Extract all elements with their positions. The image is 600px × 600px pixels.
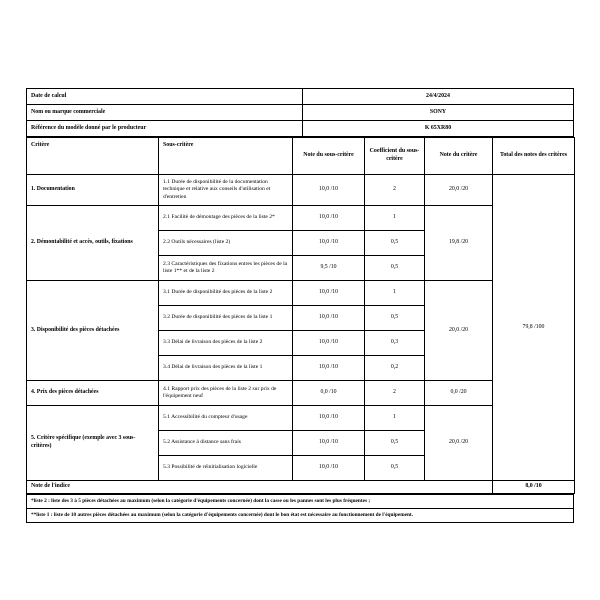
index-note-label: Note de l'indice (27, 481, 493, 494)
subcriterion-5-2-label: 5.2 Assistance à distance sans frais (159, 431, 293, 456)
criterion-3-note: 20,0 /20 (425, 281, 493, 381)
table-row (27, 281, 575, 306)
table-row (27, 494, 574, 508)
identification-table (26, 88, 574, 137)
total-notes-value: 79,8 /100 (493, 175, 575, 481)
subcriterion-3-4-label: 3.4 Délai de livraison des pièces de la liste 1 (159, 356, 293, 381)
id-value-brand: SONY (303, 105, 574, 121)
subcriterion-3-2-coefficient: 0,5 (365, 306, 425, 331)
table-row (27, 206, 575, 231)
table-row (27, 121, 574, 137)
footnote-liste-2: *liste 2 : liste des 3 à 5 pièces détachées au maximum (selon la catégorie d'équipements concernée) dont la casse ou les pannes sont les plus fréquentes ; (27, 494, 574, 508)
table-row (27, 381, 575, 406)
subcriterion-5-2-coefficient: 0,5 (365, 431, 425, 456)
header-subcriterion-note: Note du sous-critère (293, 138, 365, 175)
subcriterion-4-1-note: 0,0 /10 (293, 381, 365, 406)
criterion-1-note: 20,0 /20 (425, 175, 493, 206)
table-row (27, 89, 574, 105)
table-row (27, 508, 574, 522)
header-criterion: Critère (27, 138, 159, 175)
subcriterion-2-2-note: 10,0 /10 (293, 231, 365, 256)
criterion-5-note: 20,0 /20 (425, 406, 493, 481)
subcriterion-3-3-note: 10,0 /10 (293, 331, 365, 356)
subcriterion-2-1-coefficient: 1 (365, 206, 425, 231)
subcriterion-2-2-label: 2.2 Outils nécessaires (liste 2) (159, 231, 293, 256)
table-header-row (27, 138, 575, 175)
subcriterion-3-4-coefficient: 0,2 (365, 356, 425, 381)
scoring-table (26, 137, 575, 494)
subcriterion-1-1-label: 1.1 Durée de disponibilité de la documentation technique et relative aux conseils d'utilisation et d'entretien (159, 175, 293, 206)
criterion-4-name: 4. Prix des pièces détachées (27, 381, 159, 406)
id-value-model: K 65XR80 (303, 121, 574, 137)
header-subcriterion-coefficient: Coefficient du sous- critère (365, 138, 425, 175)
subcriterion-3-1-coefficient: 1 (365, 281, 425, 306)
subcriterion-3-3-coefficient: 0,3 (365, 331, 425, 356)
repairability-index-document (26, 88, 574, 523)
subcriterion-5-1-note: 10,0 /10 (293, 406, 365, 431)
subcriterion-2-1-note: 10,0 /10 (293, 206, 365, 231)
subcriterion-3-4-note: 10,0 /10 (293, 356, 365, 381)
subcriterion-2-3-label: 2.3 Caractéristiques des fixations entres les pièces de la liste 1** et de la liste 2 (159, 256, 293, 281)
subcriterion-2-2-coefficient: 0,5 (365, 231, 425, 256)
criterion-5-name: 5. Critère spécifique (exemple avec 3 sous-critères) (27, 406, 159, 481)
subcriterion-2-1-label: 2.1 Facilité de démontage des pièces de la liste 2* (159, 206, 293, 231)
subcriterion-3-2-label: 3.2 Durée de disponibilité des pièces de la liste 1 (159, 306, 293, 331)
header-criterion-note: Note du critère (425, 138, 493, 175)
table-row (27, 105, 574, 121)
subcriterion-5-3-label: 5.3 Possibilité de réinitialisation logicielle (159, 456, 293, 481)
subcriterion-2-3-coefficient: 0,5 (365, 256, 425, 281)
table-row (27, 175, 575, 206)
index-note-row (27, 481, 575, 494)
subcriterion-3-2-note: 10,0 /10 (293, 306, 365, 331)
header-total: Total des notes des critères (493, 138, 575, 175)
subcriterion-5-3-coefficient: 0,5 (365, 456, 425, 481)
subcriterion-5-1-label: 5.1 Accessibilité du compteur d'usage (159, 406, 293, 431)
subcriterion-3-3-label: 3.3 Délai de livraison des pièces de la liste 2 (159, 331, 293, 356)
subcriterion-5-2-note: 10,0 /10 (293, 431, 365, 456)
index-note-value: 8,0 /10 (493, 481, 575, 494)
subcriterion-2-3-note: 9,5 /10 (293, 256, 365, 281)
criterion-2-name: 2. Démontabilité et accès, outils, fixations (27, 206, 159, 281)
footnotes-table (26, 494, 574, 523)
id-label-brand: Nom ou marque commerciale (27, 105, 303, 121)
criterion-2-note: 19,8 /20 (425, 206, 493, 281)
subcriterion-3-1-label: 3.1 Durée de disponibilité des pièces de la liste 2 (159, 281, 293, 306)
criterion-4-note: 0,0 /20 (425, 381, 493, 406)
id-label-date: Date de calcul (27, 89, 303, 105)
subcriterion-5-3-note: 10,0 /10 (293, 456, 365, 481)
id-label-model: Référence du modèle donné par le producteur (27, 121, 303, 137)
header-subcriterion: Sous-critère (159, 138, 293, 175)
subcriterion-1-1-note: 10,0 /10 (293, 175, 365, 206)
subcriterion-3-1-note: 10,0 /10 (293, 281, 365, 306)
id-value-date: 24/4/2024 (303, 89, 574, 105)
subcriterion-4-1-label: 4.1 Rapport prix des pièces de la liste 2 sur prix de l'équipement neuf (159, 381, 293, 406)
criterion-1-name: 1. Documentation (27, 175, 159, 206)
footnote-liste-1: **liste 1 : liste de 10 autres pièces détachées au maximum (selon la catégorie d'équipements concernée) dont le bon état est nécessaire au fonctionnement de l'équipement. (27, 508, 574, 522)
subcriterion-5-1-coefficient: 1 (365, 406, 425, 431)
table-row (27, 406, 575, 431)
subcriterion-4-1-coefficient: 2 (365, 381, 425, 406)
criterion-3-name: 3. Disponibilité des pièces détachées (27, 281, 159, 381)
subcriterion-1-1-coefficient: 2 (365, 175, 425, 206)
